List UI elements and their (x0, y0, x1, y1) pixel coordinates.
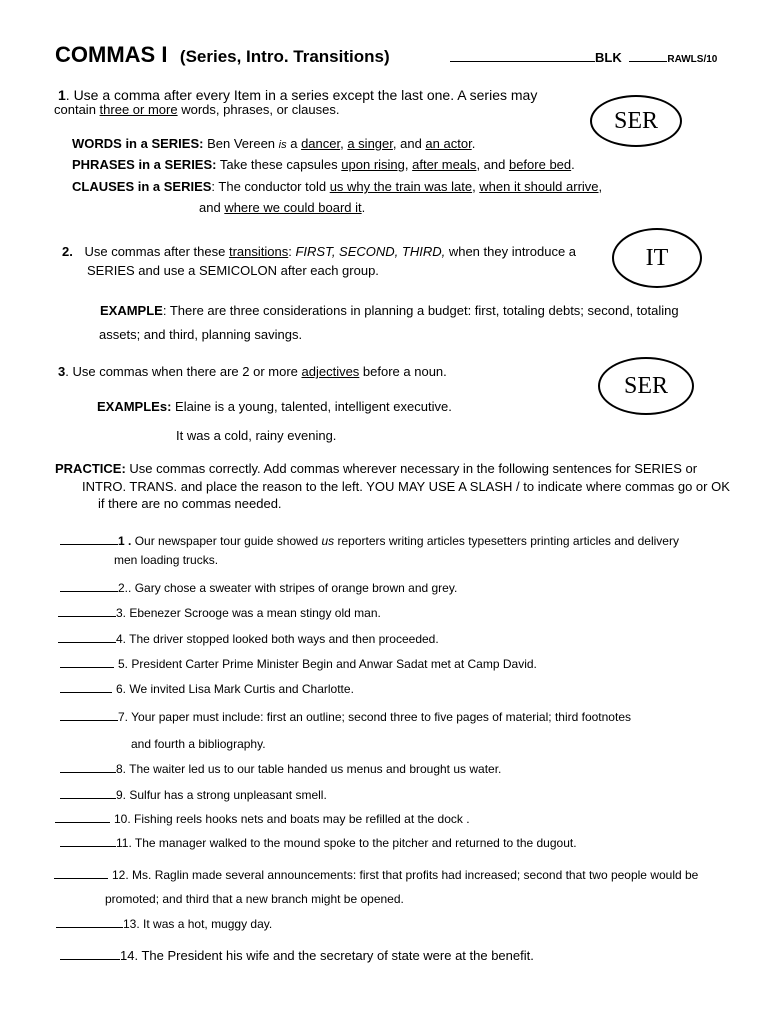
example-text: . (471, 136, 476, 151)
practice-item-11 (60, 836, 577, 850)
underlined-text: transitions (228, 244, 289, 259)
answer-blank[interactable] (60, 544, 118, 545)
rule-text: before a noun. (359, 364, 447, 379)
item-text: We invited Lisa Mark Curtis and Charlotte. (129, 682, 354, 696)
rule-number: 3 (58, 364, 66, 379)
rule-2-line-2: SERIES and use a SEMICOLON after each group. (87, 263, 379, 278)
example-text: Elaine is a young, talented, intelligent executive. (171, 399, 452, 414)
practice-item-7-cont: and fourth a bibliography. (131, 737, 266, 751)
practice-item-10 (55, 812, 470, 826)
practice-item-6 (60, 682, 354, 696)
rule-text: contain (54, 102, 100, 117)
example-text: and (199, 200, 225, 215)
practice-item-1 (60, 534, 679, 548)
rule-text: . Use a comma after every Item in a series except the last one. A series may (65, 87, 538, 103)
rule-text: Use commas after these (84, 244, 229, 259)
practice-item-12 (54, 868, 698, 882)
item-number: 13. (123, 917, 140, 931)
example-label: PHRASES in a SERIES: (72, 157, 217, 172)
item-number: 2.. (118, 581, 132, 595)
answer-blank[interactable] (54, 878, 108, 879)
practice-item-4 (58, 632, 439, 646)
example-text: : There are three considerations in planning a budget: first, totaling debts; second, totaling (162, 303, 679, 318)
example-label: EXAMPLE (100, 303, 163, 318)
rule-3-example-1 (97, 399, 452, 414)
example-text: is (278, 139, 287, 151)
item-number: 14. (120, 948, 139, 963)
page-subtitle: (Series, Intro. Transitions) (179, 47, 390, 66)
italic-text: FIRST, SECOND, THIRD, (295, 244, 446, 259)
page-title: COMMAS I (55, 42, 168, 67)
answer-blank[interactable] (60, 591, 118, 592)
name-blk-line (450, 50, 717, 65)
example-label: WORDS in a SERIES: (72, 136, 204, 151)
item-text: us (321, 534, 335, 548)
clauses-series-example-cont (199, 200, 365, 215)
practice-item-5 (60, 657, 537, 671)
rule-number: 2. (62, 244, 73, 259)
item-text: Our newspaper tour guide showed (134, 534, 322, 548)
item-number: 10. (114, 812, 131, 826)
underlined-text: upon rising (341, 157, 405, 172)
answer-blank[interactable] (58, 642, 116, 643)
item-text: Ebenezer Scrooge was a mean stingy old man. (129, 606, 381, 620)
item-text: The driver stopped looked both ways and then proceeded. (129, 632, 439, 646)
badge-label: SER (623, 372, 668, 399)
item-number: 1 . (118, 534, 132, 548)
example-text: , (598, 179, 603, 194)
answer-blank[interactable] (60, 798, 116, 799)
practice-item-7 (60, 710, 631, 724)
practice-item-9 (60, 788, 327, 802)
item-number: 6. (116, 682, 127, 696)
practice-item-12-cont: promoted; and third that a new branch might be opened. (105, 892, 404, 906)
example-label: EXAMPLEs: (97, 399, 172, 414)
example-text: , and (476, 157, 509, 172)
rule-text: . Use commas when there are 2 or more (65, 364, 302, 379)
practice-item-13 (56, 917, 272, 931)
item-number: 4. (116, 632, 127, 646)
practice-line-1 (55, 461, 697, 476)
example-text: . (571, 157, 575, 172)
underlined-text: where we could board it (224, 200, 362, 215)
practice-item-14 (60, 948, 534, 963)
course-code: RAWLS/10 (667, 54, 718, 65)
underlined-text: when it should arrive (479, 179, 599, 194)
practice-label: PRACTICE: (55, 461, 126, 476)
underlined-text: dancer (301, 136, 341, 151)
rule-1-line-1 (58, 87, 537, 103)
badge-label: SER (613, 107, 658, 134)
example-label: CLAUSES in a SERIES (72, 179, 212, 194)
answer-blank[interactable] (60, 720, 118, 721)
item-number: 9. (116, 788, 127, 802)
example-text: : The conductor told (211, 179, 330, 194)
rule-2-example-line-1 (100, 303, 679, 318)
answer-blank[interactable] (58, 616, 116, 617)
item-text: Sulfur has a strong unpleasant smell. (129, 788, 327, 802)
underlined-text: after meals (412, 157, 477, 172)
practice-item-1-cont: men loading trucks. (114, 553, 219, 567)
rule-text: : (288, 244, 296, 259)
item-number: 12. (112, 868, 129, 882)
item-number: 3. (116, 606, 127, 620)
underlined-text: adjectives (301, 364, 360, 379)
blk-blank[interactable] (629, 61, 667, 62)
badge-label: IT (645, 244, 669, 271)
rule-3-example-2: It was a cold, rainy evening. (176, 428, 337, 443)
item-text: It was a hot, muggy day. (143, 917, 273, 931)
blk-label: BLK (595, 50, 622, 65)
answer-blank[interactable] (55, 822, 110, 823)
clauses-series-example (72, 179, 602, 194)
rule-2-example-line-2: assets; and third, planning savings. (99, 327, 303, 342)
item-text: reporters writing articles typesetters printing articles and delivery (334, 534, 679, 548)
practice-line-3: if there are no commas needed. (98, 496, 282, 511)
item-number: 11. (116, 836, 132, 850)
underlined-text: an actor (425, 136, 472, 151)
underlined-text: three or more (99, 102, 178, 117)
name-blank[interactable] (450, 61, 595, 62)
item-number: 7. (118, 710, 129, 724)
item-text: President Carter Prime Minister Begin and Anwar Sadat met at Camp David. (131, 657, 537, 671)
item-text: Your paper must include: first an outline; second three to five pages of material; third footnotes (131, 710, 631, 724)
example-text: , (472, 179, 480, 194)
answer-blank[interactable] (60, 692, 112, 693)
example-text: , (404, 157, 413, 172)
rule-3-text (58, 364, 447, 379)
item-number: 5. (118, 657, 129, 671)
item-text: Gary chose a sweater with stripes of orange brown and grey. (134, 581, 458, 595)
words-series-example (72, 136, 475, 151)
rule-text: words, phrases, or clauses. (177, 102, 340, 117)
item-text: The President his wife and the secretary of state were at the benefit. (141, 948, 534, 963)
underlined-text: us why the train was late (329, 179, 473, 194)
underlined-text: a singer (347, 136, 393, 151)
rule-2-line-1 (62, 244, 576, 259)
example-text: . (361, 200, 366, 215)
item-text: Ms. Raglin made several announcements: first that profits had increased; second that two people would be (132, 868, 699, 882)
example-text: a (286, 136, 302, 151)
practice-text: Use commas correctly. Add commas wherever necessary in the following sentences for SERIES or (125, 461, 698, 476)
badge-ser-1 (590, 95, 682, 147)
example-text: , (340, 136, 348, 151)
item-text: The manager walked to the mound spoke to the pitcher and returned to the dugout. (134, 836, 577, 850)
badge-ser-2 (598, 357, 694, 415)
example-text: Ben Vereen (203, 136, 279, 151)
item-text: The waiter led us to our table handed us menus and brought us water. (129, 762, 502, 776)
answer-blank[interactable] (60, 959, 120, 960)
example-text: , and (392, 136, 426, 151)
item-number: 8. (116, 762, 127, 776)
answer-blank[interactable] (60, 846, 116, 847)
rule-number: 1 (58, 87, 66, 103)
practice-item-3 (58, 606, 381, 620)
answer-blank[interactable] (60, 667, 114, 668)
answer-blank[interactable] (56, 927, 123, 928)
answer-blank[interactable] (60, 772, 116, 773)
phrases-series-example (72, 157, 575, 172)
underlined-text: before bed (508, 157, 572, 172)
example-text: Take these capsules (216, 157, 342, 172)
rule-1-line-2 (54, 102, 339, 117)
practice-item-8 (60, 762, 501, 776)
item-text: Fishing reels hooks nets and boats may be refilled at the dock . (134, 812, 470, 826)
badge-it (612, 228, 702, 288)
worksheet-header (55, 42, 390, 68)
rule-text: when they introduce a (445, 244, 577, 259)
practice-item-2 (60, 581, 457, 595)
practice-line-2: INTRO. TRANS. and place the reason to the left. YOU MAY USE A SLASH / to indicate where commas go or OK (82, 479, 730, 494)
